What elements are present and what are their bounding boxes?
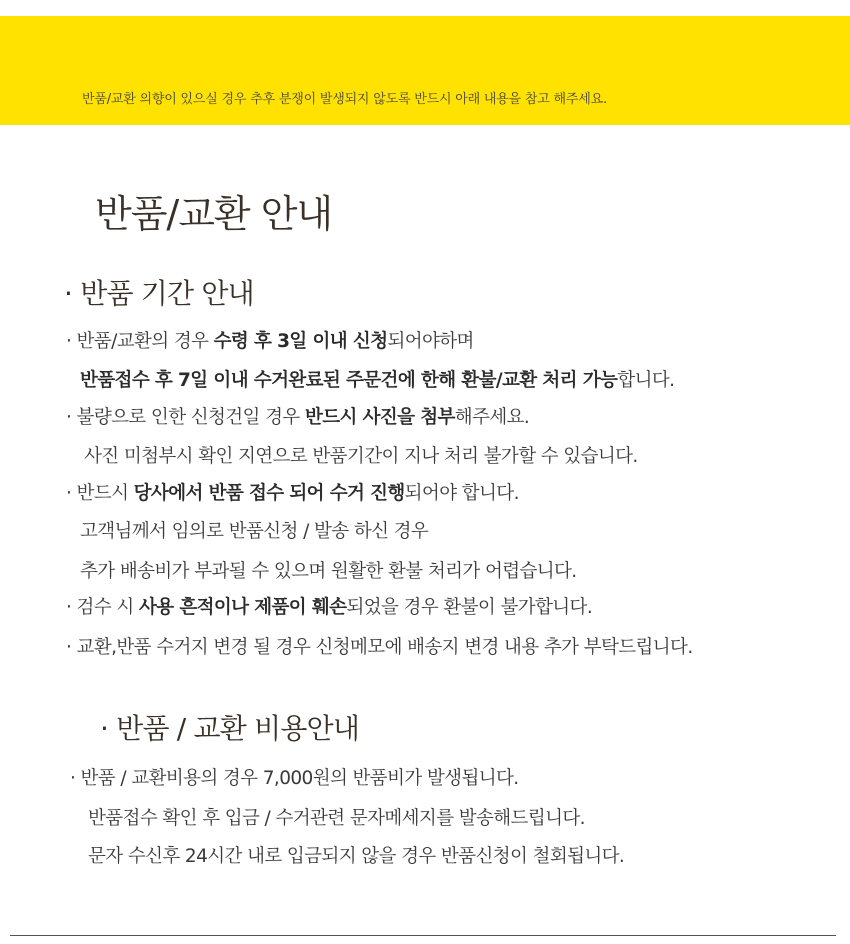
line-text: 해주세요. — [454, 407, 530, 428]
return-cost-line-1: · 반품 / 교환비용의 경우 7,000원의 반품비가 발생됩니다. — [70, 768, 519, 789]
line-text: 되어야 합니다. — [404, 483, 519, 504]
line-emphasis: 당사에서 반품 접수 되어 수거 진행 — [133, 483, 405, 504]
return-period-line-5 — [66, 482, 519, 506]
return-period-line-3 — [66, 406, 529, 430]
notice-banner — [0, 16, 850, 125]
line-emphasis: 반드시 사진을 첨부 — [304, 407, 455, 428]
line-text: · 반품/교환의 경우 — [66, 331, 214, 352]
return-cost-line-3: 문자 수신후 24시간 내로 입금되지 않을 경우 반품신청이 철회됩니다. — [88, 846, 625, 867]
line-text: 고객님께서 임의로 반품신청 / 발송 하신 경우 — [80, 521, 429, 542]
notice-banner-text: 반품/교환 의향이 있으실 경우 추후 분쟁이 발생되지 않도록 반드시 아래 내용을 참고 해주세요. — [82, 92, 607, 107]
return-period-line-9 — [66, 636, 693, 660]
return-period-line-6 — [80, 520, 428, 544]
line-emphasis: 사용 흔적이나 제품이 훼손 — [138, 597, 347, 618]
line-text: · 불량으로 인한 신청건일 경우 — [66, 407, 305, 428]
return-period-line-8 — [66, 596, 592, 620]
line-text: 추가 배송비가 부과될 수 있으며 원활한 환불 처리가 어렵습니다. — [80, 561, 577, 582]
page-title: 반품/교환 안내 — [95, 192, 333, 236]
line-text: 합니다. — [617, 370, 675, 391]
line-text: · 교환,반품 수거지 변경 될 경우 신청메모에 배송지 변경 내용 추가 부탁드립니다. — [66, 637, 693, 658]
line-text: 사진 미첨부시 확인 지연으로 반품기간이 지나 처리 불가할 수 있습니다. — [84, 446, 638, 467]
return-period-line-4 — [84, 445, 638, 469]
line-emphasis: 반품접수 후 7일 이내 수거완료된 주문건에 한해 환불/교환 처리 가능 — [80, 370, 618, 391]
line-text: 되어야하며 — [387, 331, 474, 352]
return-period-line-2 — [80, 369, 674, 393]
return-period-heading: · 반품 기간 안내 — [64, 277, 254, 310]
line-text: · 반드시 — [66, 483, 134, 504]
bottom-divider — [10, 935, 836, 936]
line-emphasis: 수령 후 3일 이내 신청 — [213, 331, 388, 352]
return-period-line-1 — [66, 330, 474, 354]
return-cost-heading: · 반품 / 교환 비용안내 — [100, 712, 360, 745]
return-cost-line-2: 반품접수 확인 후 입금 / 수거관련 문자메세지를 발송해드립니다. — [88, 808, 585, 829]
return-period-line-7 — [80, 560, 577, 584]
line-text: 되었을 경우 환불이 불가합니다. — [346, 597, 593, 618]
line-text: · 검수 시 — [66, 597, 139, 618]
